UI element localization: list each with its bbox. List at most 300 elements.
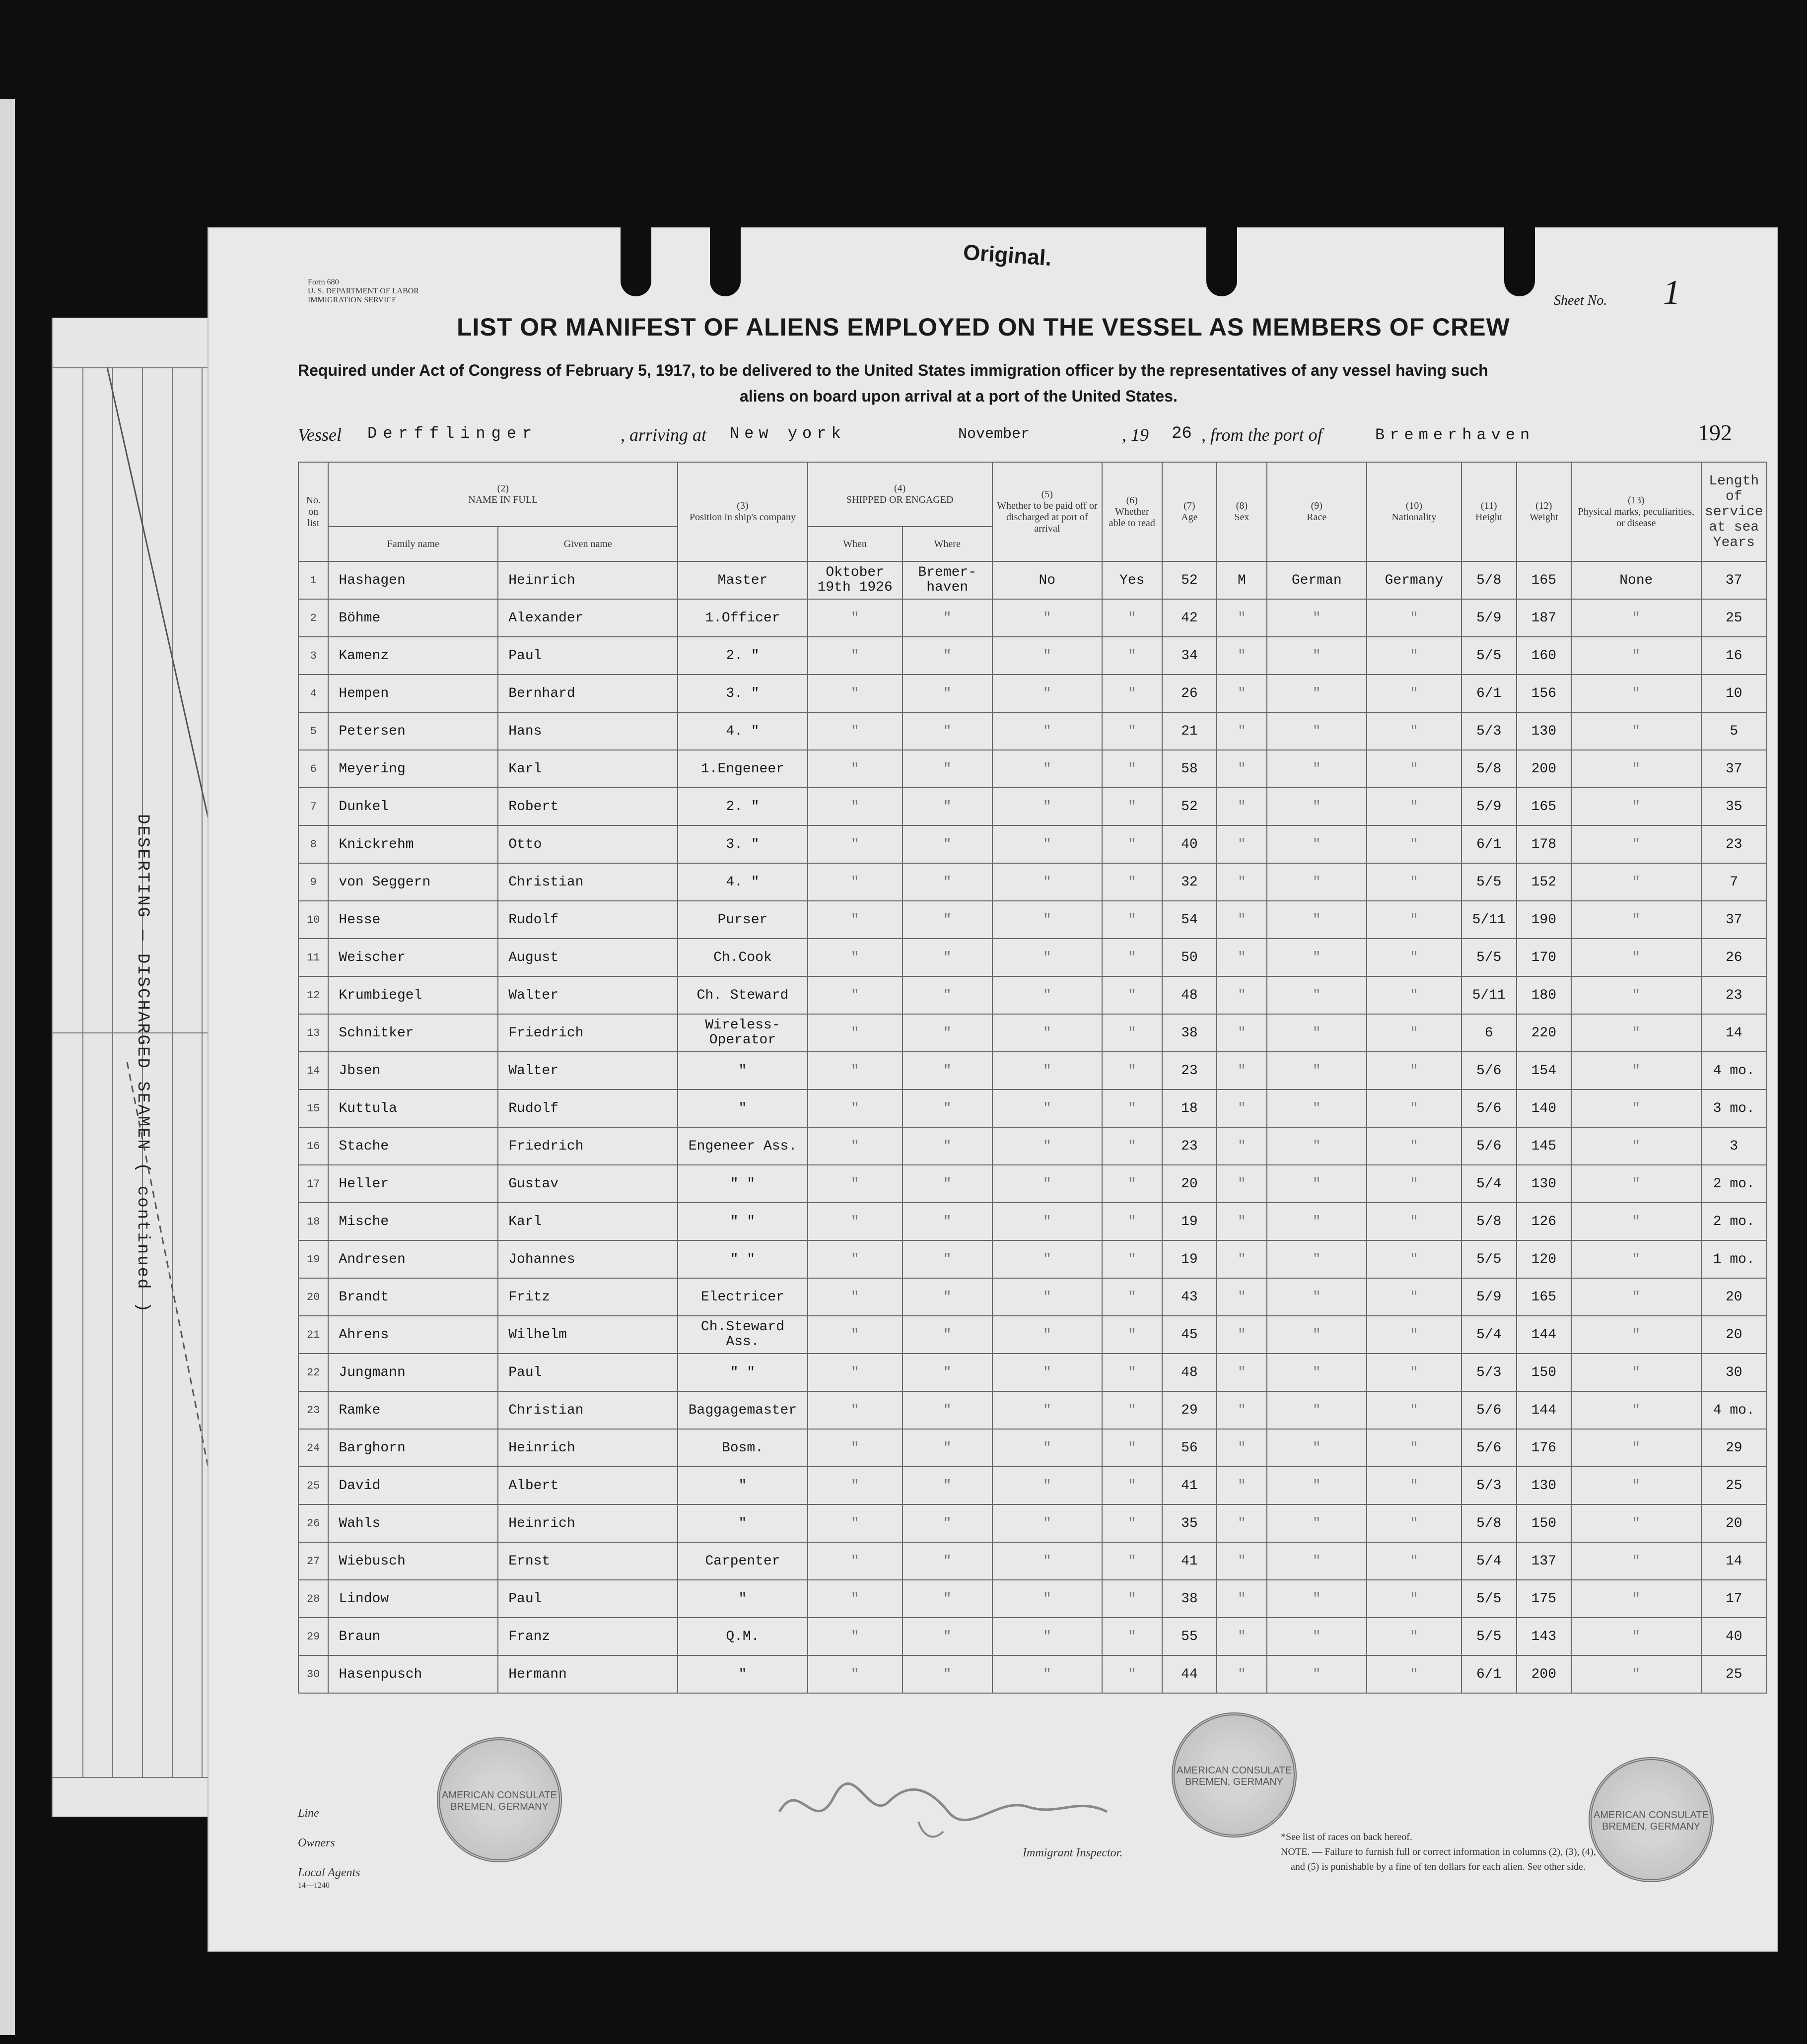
height-cell: 6 — [1461, 1014, 1517, 1052]
service-length-cell: 14 — [1701, 1542, 1767, 1580]
position-cell: 2. " — [678, 637, 807, 675]
table-row — [298, 599, 1767, 637]
given-name-cell: Friedrich — [498, 1127, 678, 1165]
family-name-cell: Jungmann — [328, 1354, 498, 1391]
shipped-when-cell: " — [808, 1391, 903, 1429]
able-to-read-cell: " — [1102, 1580, 1162, 1618]
height-cell: 5/8 — [1461, 1203, 1517, 1240]
from-port: Bremerhaven — [1375, 426, 1535, 444]
sex-cell: " — [1217, 1240, 1267, 1278]
row-number-cell: 7 — [298, 788, 328, 825]
family-name-cell: Stache — [328, 1127, 498, 1165]
row-number-cell: 30 — [298, 1655, 328, 1693]
given-name-cell: Albert — [498, 1467, 678, 1504]
service-length-cell: 23 — [1701, 825, 1767, 863]
position-cell: 1.Engeneer — [678, 750, 807, 788]
physical-marks-cell: " — [1571, 1090, 1701, 1127]
col-header-paid-off: (5) Whether to be paid off or discharged at port of arrival — [992, 462, 1102, 561]
weight-cell: 143 — [1517, 1618, 1572, 1655]
paid-off-cell: " — [992, 863, 1102, 901]
shipped-when-cell: " — [808, 1655, 903, 1693]
col-header-read: (6) Whether able to read — [1102, 462, 1162, 561]
given-name-cell: Karl — [498, 750, 678, 788]
physical-marks-cell: " — [1571, 1504, 1701, 1542]
service-length-cell: 17 — [1701, 1580, 1767, 1618]
row-number-cell: 9 — [298, 863, 328, 901]
able-to-read-cell: " — [1102, 1278, 1162, 1316]
row-number-cell: 29 — [298, 1618, 328, 1655]
row-number-cell: 17 — [298, 1165, 328, 1203]
side-card-title: DESERTING — DISCHARGED SEAMEN ( continued ) — [133, 814, 152, 1314]
age-cell: 18 — [1162, 1090, 1217, 1127]
physical-marks-cell: " — [1571, 863, 1701, 901]
age-cell: 19 — [1162, 1203, 1217, 1240]
able-to-read-cell: " — [1102, 637, 1162, 675]
nationality-cell: " — [1367, 712, 1461, 750]
table-row — [298, 1580, 1767, 1618]
nationality-cell: " — [1367, 750, 1461, 788]
paid-off-cell: " — [992, 1354, 1102, 1391]
shipped-where-cell: " — [903, 1467, 992, 1504]
row-number-cell: 11 — [298, 939, 328, 976]
position-cell: Q.M. — [678, 1618, 807, 1655]
nationality-cell: " — [1367, 901, 1461, 939]
paid-off-cell: " — [992, 1127, 1102, 1165]
weight-cell: 137 — [1517, 1542, 1572, 1580]
given-name-cell: Ernst — [498, 1542, 678, 1580]
col-header-service: Length of service at sea Years — [1701, 462, 1767, 561]
physical-marks-cell: " — [1571, 712, 1701, 750]
shipped-where-cell: " — [903, 599, 992, 637]
position-cell: Bosm. — [678, 1429, 807, 1467]
from-label: , from the port of — [1201, 425, 1322, 445]
weight-cell: 170 — [1517, 939, 1572, 976]
table-row — [298, 675, 1767, 712]
service-length-cell: 3 mo. — [1701, 1090, 1767, 1127]
vessel-label: Vessel — [298, 425, 342, 445]
given-name-cell: Friedrich — [498, 1014, 678, 1052]
position-cell: Baggagemaster — [678, 1391, 807, 1429]
sex-cell: " — [1217, 1542, 1267, 1580]
service-length-cell: 20 — [1701, 1504, 1767, 1542]
family-name-cell: Barghorn — [328, 1429, 498, 1467]
col-header-sex: (8) Sex — [1217, 462, 1267, 561]
physical-marks-cell: " — [1571, 939, 1701, 976]
position-cell: 4. " — [678, 863, 807, 901]
row-number-cell: 13 — [298, 1014, 328, 1052]
age-cell: 48 — [1162, 976, 1217, 1014]
race-cell: " — [1267, 939, 1367, 976]
nationality-cell: " — [1367, 1542, 1461, 1580]
weight-cell: 200 — [1517, 750, 1572, 788]
table-row — [298, 1467, 1767, 1504]
shipped-when-cell: " — [808, 675, 903, 712]
paid-off-cell: " — [992, 1090, 1102, 1127]
nationality-cell: " — [1367, 1278, 1461, 1316]
shipped-when-cell: " — [808, 1278, 903, 1316]
crew-table — [298, 462, 1767, 1694]
able-to-read-cell: " — [1102, 1052, 1162, 1090]
consulate-stamp: AMERICAN CONSULATE BREMEN, GERMANY — [1172, 1712, 1297, 1838]
position-cell: 2. " — [678, 788, 807, 825]
paid-off-cell: " — [992, 1429, 1102, 1467]
weight-cell: 165 — [1517, 1278, 1572, 1316]
family-name-cell: Hempen — [328, 675, 498, 712]
service-length-cell: 40 — [1701, 1618, 1767, 1655]
position-cell: Wireless- Operator — [678, 1014, 807, 1052]
height-cell: 5/3 — [1461, 712, 1517, 750]
shipped-where-cell: " — [903, 976, 992, 1014]
row-number-cell: 26 — [298, 1504, 328, 1542]
race-cell: " — [1267, 1655, 1367, 1693]
shipped-where-cell: " — [903, 1014, 992, 1052]
nationality-cell: " — [1367, 675, 1461, 712]
race-cell: " — [1267, 901, 1367, 939]
weight-cell: 144 — [1517, 1316, 1572, 1354]
position-cell: " — [678, 1580, 807, 1618]
height-cell: 6/1 — [1461, 675, 1517, 712]
able-to-read-cell: " — [1102, 1504, 1162, 1542]
given-name-cell: Paul — [498, 1354, 678, 1391]
table-row — [298, 561, 1767, 599]
year-label: , 19 — [1122, 425, 1149, 445]
row-number-cell: 20 — [298, 1278, 328, 1316]
col-header-where: Where — [903, 527, 992, 561]
col-header-shipped: (4) SHIPPED OR ENGAGED — [808, 462, 992, 527]
shipped-when-cell: " — [808, 750, 903, 788]
page-title: LIST OR MANIFEST OF ALIENS EMPLOYED ON THE VESSEL AS MEMBERS OF CREW — [457, 313, 1510, 341]
race-cell: " — [1267, 712, 1367, 750]
footer-line-label: Line — [298, 1807, 319, 1820]
shipped-when-cell: " — [808, 1316, 903, 1354]
sex-cell: " — [1217, 1467, 1267, 1504]
shipped-where-cell: " — [903, 1240, 992, 1278]
nationality-cell: " — [1367, 825, 1461, 863]
weight-cell: 130 — [1517, 1165, 1572, 1203]
able-to-read-cell: " — [1102, 1165, 1162, 1203]
weight-cell: 165 — [1517, 788, 1572, 825]
sex-cell: " — [1217, 939, 1267, 976]
age-cell: 21 — [1162, 712, 1217, 750]
race-cell: " — [1267, 1391, 1367, 1429]
physical-marks-cell: " — [1571, 1354, 1701, 1391]
family-name-cell: Ahrens — [328, 1316, 498, 1354]
weight-cell: 130 — [1517, 712, 1572, 750]
able-to-read-cell: " — [1102, 788, 1162, 825]
position-cell: " — [678, 1090, 807, 1127]
age-cell: 34 — [1162, 637, 1217, 675]
race-cell: " — [1267, 1542, 1367, 1580]
table-row — [298, 1052, 1767, 1090]
shipped-when-cell: " — [808, 599, 903, 637]
age-cell: 43 — [1162, 1278, 1217, 1316]
service-length-cell: 20 — [1701, 1316, 1767, 1354]
height-cell: 5/9 — [1461, 788, 1517, 825]
sex-cell: " — [1217, 1090, 1267, 1127]
family-name-cell: David — [328, 1467, 498, 1504]
age-cell: 29 — [1162, 1391, 1217, 1429]
position-cell: Electricer — [678, 1278, 807, 1316]
race-cell: " — [1267, 1165, 1367, 1203]
col-header-name-in-full: (2) NAME IN FULL — [328, 462, 678, 527]
shipped-when-cell: " — [808, 788, 903, 825]
given-name-cell: Karl — [498, 1203, 678, 1240]
sex-cell: " — [1217, 1165, 1267, 1203]
row-number-cell: 4 — [298, 675, 328, 712]
height-cell: 5/5 — [1461, 1580, 1517, 1618]
shipped-where-cell: " — [903, 1391, 992, 1429]
service-length-cell: 30 — [1701, 1354, 1767, 1391]
weight-cell: 176 — [1517, 1429, 1572, 1467]
able-to-read-cell: " — [1102, 1090, 1162, 1127]
shipped-when-cell: " — [808, 1542, 903, 1580]
weight-cell: 175 — [1517, 1580, 1572, 1618]
arriving-label: , arriving at — [621, 425, 707, 445]
sex-cell: " — [1217, 1203, 1267, 1240]
given-name-cell: Rudolf — [498, 1090, 678, 1127]
shipped-where-cell: " — [903, 1052, 992, 1090]
weight-cell: 145 — [1517, 1127, 1572, 1165]
age-cell: 45 — [1162, 1316, 1217, 1354]
weight-cell: 180 — [1517, 976, 1572, 1014]
able-to-read-cell: " — [1102, 976, 1162, 1014]
nationality-cell: " — [1367, 788, 1461, 825]
sex-cell: " — [1217, 901, 1267, 939]
paid-off-cell: " — [992, 788, 1102, 825]
shipped-when-cell: " — [808, 1240, 903, 1278]
sex-cell: " — [1217, 1429, 1267, 1467]
sex-cell: " — [1217, 1316, 1267, 1354]
sex-cell: " — [1217, 750, 1267, 788]
given-name-cell: Johannes — [498, 1240, 678, 1278]
physical-marks-cell: None — [1571, 561, 1701, 599]
sex-cell: " — [1217, 1580, 1267, 1618]
given-name-cell: Bernhard — [498, 675, 678, 712]
family-name-cell: Wahls — [328, 1504, 498, 1542]
family-name-cell: von Seggern — [328, 863, 498, 901]
able-to-read-cell: " — [1102, 1316, 1162, 1354]
service-length-cell: 5 — [1701, 712, 1767, 750]
able-to-read-cell: " — [1102, 750, 1162, 788]
position-cell: 1.Officer — [678, 599, 807, 637]
given-name-cell: Walter — [498, 1052, 678, 1090]
shipped-where-cell: " — [903, 1316, 992, 1354]
subtitle-line1: Required under Act of Congress of February 5, 1917, to be delivered to the United States immigration officer by the representatives of any vessel having such — [298, 361, 1488, 379]
nationality-cell: " — [1367, 1429, 1461, 1467]
service-length-cell: 16 — [1701, 637, 1767, 675]
given-name-cell: Otto — [498, 825, 678, 863]
weight-cell: 126 — [1517, 1203, 1572, 1240]
position-cell: Purser — [678, 901, 807, 939]
height-cell: 5/6 — [1461, 1090, 1517, 1127]
footer-race-note: *See list of races on back hereof. — [1281, 1832, 1412, 1842]
physical-marks-cell: " — [1571, 788, 1701, 825]
page-number: 192 — [1698, 420, 1732, 445]
shipped-where-cell: " — [903, 750, 992, 788]
age-cell: 23 — [1162, 1127, 1217, 1165]
given-name-cell: Hermann — [498, 1655, 678, 1693]
weight-cell: 200 — [1517, 1655, 1572, 1693]
paid-off-cell: " — [992, 712, 1102, 750]
height-cell: 6/1 — [1461, 825, 1517, 863]
physical-marks-cell: " — [1571, 675, 1701, 712]
position-cell: Ch.Steward Ass. — [678, 1316, 807, 1354]
physical-marks-cell: " — [1571, 637, 1701, 675]
paid-off-cell: " — [992, 1240, 1102, 1278]
row-number-cell: 16 — [298, 1127, 328, 1165]
position-cell: Carpenter — [678, 1542, 807, 1580]
shipped-where-cell: " — [903, 1618, 992, 1655]
physical-marks-cell: " — [1571, 1467, 1701, 1504]
paid-off-cell: " — [992, 750, 1102, 788]
punch-hole — [710, 224, 741, 296]
able-to-read-cell: " — [1102, 1391, 1162, 1429]
height-cell: 5/4 — [1461, 1542, 1517, 1580]
height-cell: 5/6 — [1461, 1127, 1517, 1165]
physical-marks-cell: " — [1571, 599, 1701, 637]
position-cell: Ch.Cook — [678, 939, 807, 976]
family-name-cell: Kamenz — [328, 637, 498, 675]
age-cell: 38 — [1162, 1014, 1217, 1052]
height-cell: 6/1 — [1461, 1655, 1517, 1693]
nationality-cell: " — [1367, 1203, 1461, 1240]
sex-cell: " — [1217, 1504, 1267, 1542]
paid-off-cell: " — [992, 1278, 1102, 1316]
paid-off-cell: " — [992, 1542, 1102, 1580]
paid-off-cell: " — [992, 1052, 1102, 1090]
race-cell: " — [1267, 1240, 1367, 1278]
service-length-cell: 26 — [1701, 939, 1767, 976]
col-header-age: (7) Age — [1162, 462, 1217, 561]
footer-note-1: NOTE. — Failure to furnish full or correct information in columns (2), (3), (4), — [1281, 1846, 1596, 1857]
position-cell: Master — [678, 561, 807, 599]
nationality-cell: " — [1367, 939, 1461, 976]
race-cell: " — [1267, 825, 1367, 863]
given-name-cell: Fritz — [498, 1278, 678, 1316]
weight-cell: 150 — [1517, 1504, 1572, 1542]
height-cell: 5/4 — [1461, 1165, 1517, 1203]
age-cell: 19 — [1162, 1240, 1217, 1278]
family-name-cell: Wiebusch — [328, 1542, 498, 1580]
sex-cell: " — [1217, 825, 1267, 863]
able-to-read-cell: " — [1102, 863, 1162, 901]
footer-note-2: and (5) is punishable by a fine of ten dollars for each alien. See other side. — [1291, 1861, 1586, 1872]
age-cell: 56 — [1162, 1429, 1217, 1467]
shipped-when-cell: " — [808, 1429, 903, 1467]
age-cell: 50 — [1162, 939, 1217, 976]
age-cell: 38 — [1162, 1580, 1217, 1618]
col-header-weight: (12) Weight — [1517, 462, 1572, 561]
row-number-cell: 18 — [298, 1203, 328, 1240]
age-cell: 55 — [1162, 1618, 1217, 1655]
row-number-cell: 23 — [298, 1391, 328, 1429]
row-number-cell: 15 — [298, 1090, 328, 1127]
service-length-cell: 25 — [1701, 1655, 1767, 1693]
service-length-cell: 2 mo. — [1701, 1203, 1767, 1240]
paid-off-cell: " — [992, 825, 1102, 863]
weight-cell: 178 — [1517, 825, 1572, 863]
family-name-cell: Krumbiegel — [328, 976, 498, 1014]
race-cell: " — [1267, 1504, 1367, 1542]
nationality-cell: " — [1367, 1655, 1461, 1693]
sex-cell: M — [1217, 561, 1267, 599]
family-name-cell: Böhme — [328, 599, 498, 637]
row-number-cell: 19 — [298, 1240, 328, 1278]
shipped-where-cell: " — [903, 1504, 992, 1542]
height-cell: 5/3 — [1461, 1467, 1517, 1504]
paid-off-cell: " — [992, 1618, 1102, 1655]
shipped-when-cell: Oktober 19th 1926 — [808, 561, 903, 599]
height-cell: 5/5 — [1461, 1240, 1517, 1278]
table-row — [298, 1504, 1767, 1542]
given-name-cell: Wilhelm — [498, 1316, 678, 1354]
service-length-cell: 25 — [1701, 599, 1767, 637]
row-number-cell: 1 — [298, 561, 328, 599]
family-name-cell: Heller — [328, 1165, 498, 1203]
position-cell: " — [678, 1655, 807, 1693]
height-cell: 5/3 — [1461, 1354, 1517, 1391]
physical-marks-cell: " — [1571, 1052, 1701, 1090]
race-cell: " — [1267, 788, 1367, 825]
race-cell: " — [1267, 1127, 1367, 1165]
col-header-when: When — [808, 527, 903, 561]
sex-cell: " — [1217, 1655, 1267, 1693]
service-length-cell: 2 mo. — [1701, 1165, 1767, 1203]
position-cell: " " — [678, 1240, 807, 1278]
punch-hole — [1504, 224, 1535, 296]
col-header-marks: (13) Physical marks, peculiarities, or disease — [1571, 462, 1701, 561]
shipped-when-cell: " — [808, 1052, 903, 1090]
paid-off-cell: " — [992, 599, 1102, 637]
physical-marks-cell: " — [1571, 1429, 1701, 1467]
given-name-cell: Christian — [498, 1391, 678, 1429]
sex-cell: " — [1217, 637, 1267, 675]
service-length-cell: 25 — [1701, 1467, 1767, 1504]
nationality-cell: " — [1367, 1127, 1461, 1165]
nationality-cell: " — [1367, 1165, 1461, 1203]
family-name-cell: Brandt — [328, 1278, 498, 1316]
shipped-when-cell: " — [808, 1467, 903, 1504]
age-cell: 42 — [1162, 599, 1217, 637]
race-cell: " — [1267, 1203, 1367, 1240]
row-number-cell: 8 — [298, 825, 328, 863]
given-name-cell: Christian — [498, 863, 678, 901]
paid-off-cell: " — [992, 1655, 1102, 1693]
row-number-cell: 6 — [298, 750, 328, 788]
subtitle-line2: aliens on board upon arrival at a port of the United States. — [740, 387, 1178, 405]
family-name-cell: Meyering — [328, 750, 498, 788]
shipped-where-cell: " — [903, 1354, 992, 1391]
age-cell: 48 — [1162, 1354, 1217, 1391]
shipped-when-cell: " — [808, 1014, 903, 1052]
physical-marks-cell: " — [1571, 1203, 1701, 1240]
weight-cell: 154 — [1517, 1052, 1572, 1090]
row-number-cell: 21 — [298, 1316, 328, 1354]
race-cell: " — [1267, 1580, 1367, 1618]
row-number-cell: 10 — [298, 901, 328, 939]
footer-inspector-label: Immigrant Inspector. — [1023, 1846, 1123, 1859]
age-cell: 23 — [1162, 1052, 1217, 1090]
table-row — [298, 1618, 1767, 1655]
physical-marks-cell: " — [1571, 825, 1701, 863]
nationality-cell: " — [1367, 863, 1461, 901]
position-cell: " " — [678, 1354, 807, 1391]
sex-cell: " — [1217, 1354, 1267, 1391]
shipped-where-cell: " — [903, 1203, 992, 1240]
nationality-cell: " — [1367, 1504, 1461, 1542]
shipped-when-cell: " — [808, 1580, 903, 1618]
nationality-cell: " — [1367, 1391, 1461, 1429]
